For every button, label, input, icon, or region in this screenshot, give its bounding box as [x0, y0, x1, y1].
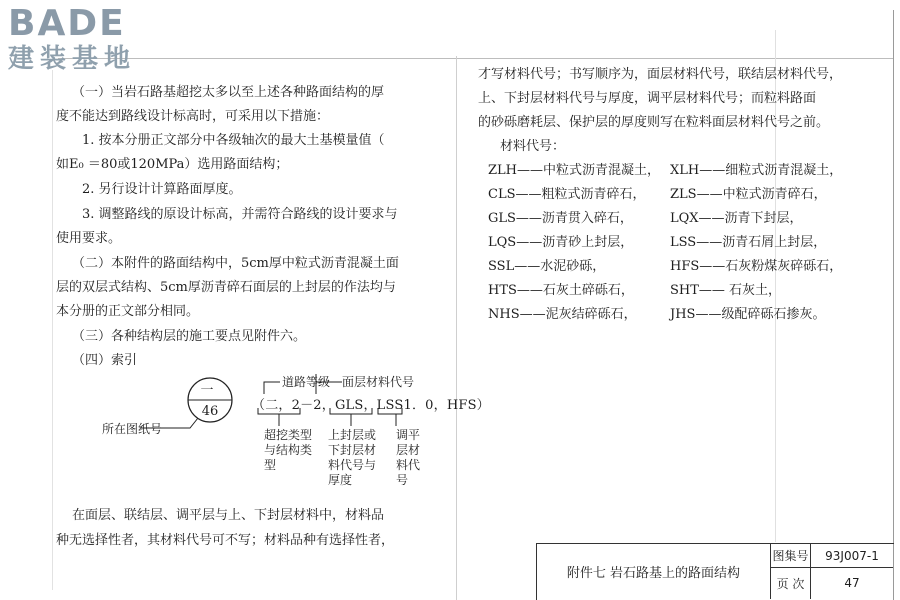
bottom-line2: 种无选择性者，其材料代号可不写；材料品种有选择性者，: [56, 533, 395, 548]
code-left-7: NHS——泥灰结碎砾石，: [488, 307, 637, 322]
logo-wordmark: BADE: [8, 3, 126, 44]
label-road-grade: 道路等级: [282, 375, 331, 389]
item3-line1: 3. 调整路线的原设计标高，并需符合路线的设计要求与: [82, 207, 398, 222]
index-circle-bottom: 46: [201, 404, 219, 419]
label-seal-layer: 上封层或下封层材料代号与厚度: [328, 428, 377, 487]
label-leveling-layer: 调平层材料代号: [396, 428, 421, 487]
frame-top-line: [58, 58, 894, 59]
code-left-5: SSL——水泥砂砾，: [488, 259, 606, 274]
item1-line1: 1. 按本分册正文部分中各级轴次的最大土基模量值（: [82, 133, 385, 148]
code-right-4: LSS——沥青石屑上封层，: [670, 235, 827, 250]
code-right-5: HFS——石灰粉煤灰碎砾石，: [670, 259, 843, 274]
code-left-3: GLS——沥青贯入碎石，: [488, 211, 633, 226]
frame-right-line: [893, 10, 894, 600]
drawing-title: 附件七 岩石路基上的路面结构: [566, 565, 741, 581]
para3: （三）各种结构层的施工要点见附件六。: [72, 329, 307, 344]
item1-line2: 如E₀ ＝80或120MPa）选用路面结构；: [56, 157, 289, 172]
logo-subtitle: 建装基地: [8, 44, 137, 74]
code-left-6: HTS——石灰土碎砾石，: [488, 283, 634, 298]
code-right-1: XLH——细粒式沥青混凝土，: [670, 163, 843, 178]
column-divider: [456, 56, 457, 600]
atlas-value: 93J007-1: [825, 548, 879, 563]
code-left-2: CLS——粗粒式沥青碎石，: [488, 187, 646, 202]
index-formula: （二，2－2，GLS，LSS1．0，HFS）: [252, 398, 490, 413]
item3-line2: 使用要求。: [56, 231, 122, 246]
label-overbreak-type: 超挖类型与结构类型: [264, 428, 313, 472]
right-line3: 的砂砾磨耗层、保护层的厚度则写在粒料面层材料代号之前。: [478, 115, 830, 130]
item2: 2. 另行设计计算路面厚度。: [82, 182, 242, 197]
code-left-4: LQS——沥青砂上封层，: [488, 235, 634, 250]
right-line1: 才写材料代号；书写顺序为，面层材料代号，联结层材料代号，: [478, 67, 843, 82]
para2-line2: 层的双层式结构、5cm厚沥青碎石面层的上封层的作法均与: [56, 280, 396, 295]
code-left-1: ZLH——中粒式沥青混凝土，: [488, 163, 661, 178]
para2-line3: 本分册的正文部分相同。: [56, 304, 200, 319]
page-label: 页 次: [776, 576, 805, 591]
atlas-label: 图集号: [772, 549, 809, 563]
frame-left-line: [52, 70, 53, 590]
label-surface-code: 面层材料代号: [342, 375, 415, 389]
para2-line1: （二）本附件的路面结构中，5cm厚中粒式沥青混凝土面: [72, 256, 399, 271]
codes-title: 材料代号：: [500, 139, 566, 154]
label-sheet-number: 所在图纸号: [102, 422, 163, 436]
bottom-line1: 在面层、联结层、调平层与上、下封层材料中，材料品: [72, 508, 385, 523]
para1-line2: 度不能达到路线设计标高时，可采用以下措施：: [56, 109, 330, 124]
para1-line1: （一）当岩石路基超挖太多以至上述各种路面结构的厚: [72, 85, 385, 100]
code-right-3: LQX——沥青下封层，: [670, 211, 803, 226]
para4-index-heading: （四）索引: [72, 353, 138, 368]
code-right-7: JHS——级配碎砾石掺灰。: [670, 307, 826, 322]
page-value: 47: [844, 576, 860, 590]
code-right-6: SHT—— 石灰土，: [670, 283, 782, 298]
index-circle-top: 一: [200, 383, 214, 398]
code-right-2: ZLS——中粒式沥青碎石，: [670, 187, 827, 202]
right-line2: 上、下封层材料代号与厚度，调平层材料代号；而粒料路面: [478, 91, 817, 106]
